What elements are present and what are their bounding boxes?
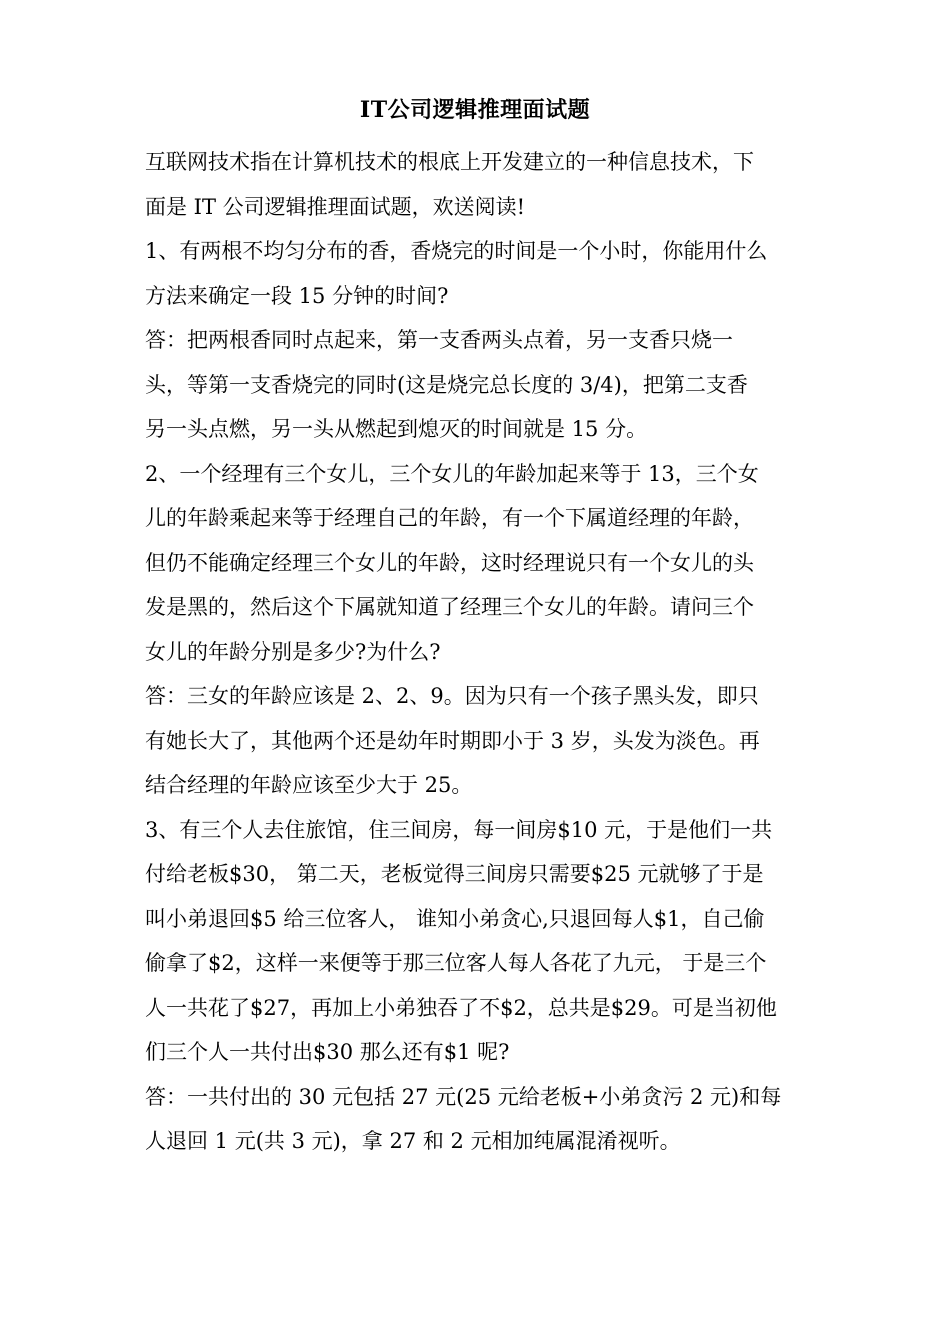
document-body (145, 140, 807, 1164)
question-3-line-5: 人一共花了$27，再加上小弟独吞了不$2，总共是$29。可是当初他 (145, 995, 777, 1020)
answer-2-line-2: 有她长大了，其他两个还是幼年时期即小于 3 岁，头发为淡色。再 (145, 728, 760, 753)
question-2-line-5: 女儿的年龄分别是多少?为什么? (145, 639, 441, 664)
answer-1-line-3: 另一头点燃，另一头从燃起到熄灭的时间就是 15 分。 (145, 417, 648, 441)
question-3-line-1: 3、有三个人去住旅馆，住三间房，每一间房$10 元，于是他们一共 (145, 817, 773, 842)
question-2-line-4: 发是黑的，然后这个下属就知道了经理三个女儿的年龄。请问三个 (145, 595, 754, 619)
question-3-line-3: 叫小弟退回$5 给三位客人， 谁知小弟贪心,只退回每人$1，自己偷 (145, 906, 765, 931)
question-3-line-2: 付给老板$30， 第二天，老板觉得三间房只需要$25 元就够了于是 (145, 862, 764, 886)
answer-2-line-1: 答：三女的年龄应该是 2、2、9。因为只有一个孩子黑头发，即只 (145, 684, 759, 708)
intro-line-1: 互联网技术指在计算机技术的根底上开发建立的一种信息技术，下 (145, 150, 754, 174)
answer-1-line-1: 答：把两根香同时点起来，第一支香两头点着，另一支香只烧一 (145, 328, 733, 352)
question-2-line-3: 但仍不能确定经理三个女儿的年龄，这时经理说只有一个女儿的头 (145, 550, 754, 575)
question-2-line-1: 2、一个经理有三个女儿，三个女儿的年龄加起来等于 13，三个女 (145, 461, 759, 486)
question-3-line-6: 们三个人一共付出$30 那么还有$1 呢? (145, 1040, 510, 1064)
question-2-line-2: 儿的年龄乘起来等于经理自己的年龄，有一个下属道经理的年龄， (145, 506, 754, 530)
intro-line-2: 面是 IT 公司逻辑推理面试题，欢送阅读! (145, 194, 526, 219)
answer-2-line-3: 结合经理的年龄应该至少大于 25。 (145, 773, 473, 797)
question-1-line-2: 方法来确定一段 15 分钟的时间? (145, 283, 449, 308)
answer-1-line-2: 头，等第一支香烧完的同时(这是烧完总长度的 3/4)，把第二支香 (145, 372, 748, 397)
answer-3-line-2: 人退回 1 元(共 3 元)，拿 27 和 2 元相加纯属混淆视听。 (145, 1129, 681, 1153)
answer-3-line-1: 答：一共付出的 30 元包括 27 元(25 元给老板+小弟贪污 2 元)和每 (145, 1084, 782, 1109)
document-title: IT公司逻辑推理面试题 (359, 97, 591, 123)
question-1-line-1: 1、有两根不均匀分布的香，香烧完的时间是一个小时，你能用什么 (145, 239, 768, 263)
question-3-line-4: 偷拿了$2，这样一来便等于那三位客人每人各花了九元， 于是三个 (145, 951, 767, 975)
